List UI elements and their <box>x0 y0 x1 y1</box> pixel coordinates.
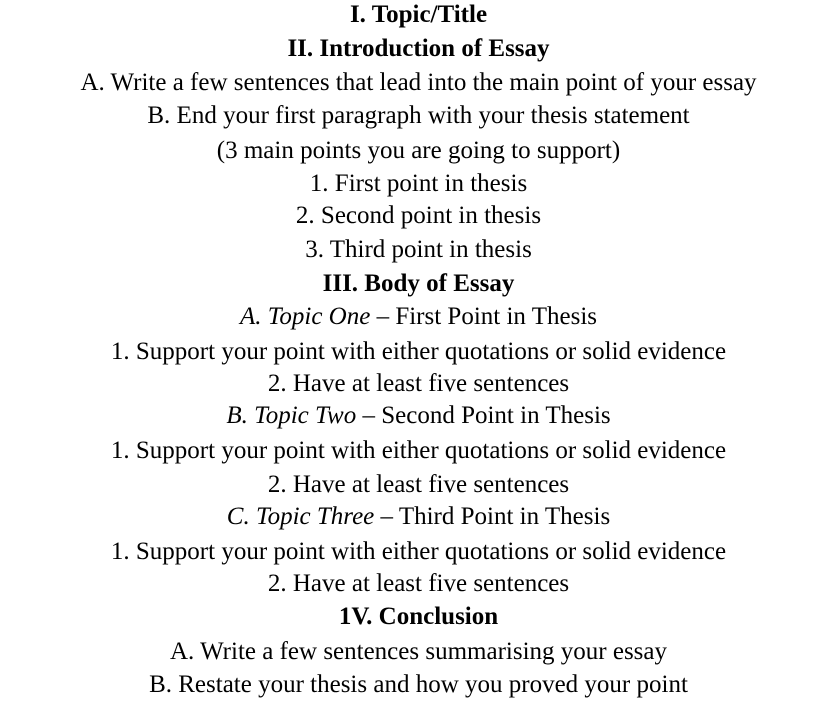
intro-item-a: A. Write a few sentences that lead into the main point of your essay <box>80 69 757 96</box>
topic-two-sentences: 2. Have at least five sentences <box>267 471 570 498</box>
topic-three-sentences: 2. Have at least five sentences <box>267 570 570 597</box>
conclusion-heading: 1V. Conclusion <box>338 603 499 630</box>
topic-two-desc: – Second Point in Thesis <box>356 402 611 429</box>
conclusion-item-b: B. Restate your thesis and how you proved your point <box>149 671 688 698</box>
topic-one-label: A. Topic One <box>240 303 371 330</box>
intro-heading: II. Introduction of Essay <box>287 35 550 62</box>
outline-title: I. Topic/Title <box>349 1 488 28</box>
topic-three-support: 1. Support your point with either quotations or solid evidence <box>110 538 727 565</box>
topic-three-line <box>0 504 837 529</box>
conclusion-item-a: A. Write a few sentences summarising your essay <box>169 638 667 665</box>
thesis-point-1: 1. First point in thesis <box>309 170 528 197</box>
topic-two-support: 1. Support your point with either quotations or solid evidence <box>110 437 727 464</box>
topic-three-label: C. Topic Three <box>226 503 375 530</box>
body-heading: III. Body of Essay <box>322 270 515 297</box>
topic-three-desc: – Third Point in Thesis <box>374 503 611 530</box>
thesis-point-2: 2. Second point in thesis <box>295 202 542 229</box>
topic-one-desc: – First Point in Thesis <box>370 303 597 330</box>
thesis-point-3: 3. Third point in thesis <box>305 236 532 263</box>
topic-two-label: B. Topic Two <box>226 402 357 429</box>
topic-two-line <box>0 403 837 428</box>
topic-one-sentences: 2. Have at least five sentences <box>267 370 570 397</box>
intro-item-b-note: (3 main points you are going to support) <box>216 137 621 164</box>
intro-item-b: B. End your first paragraph with your thesis statement <box>147 102 690 129</box>
topic-one-support: 1. Support your point with either quotations or solid evidence <box>110 338 727 365</box>
topic-one-line <box>0 304 837 329</box>
